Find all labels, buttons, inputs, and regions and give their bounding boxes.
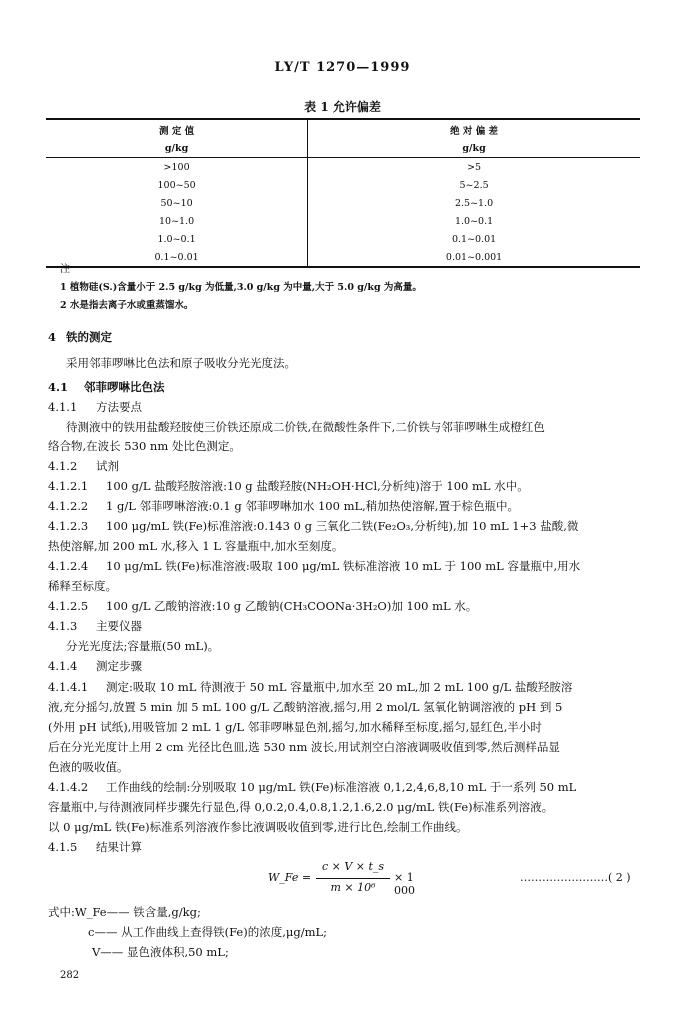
r4123-number: 4.1.2.3 xyxy=(48,519,89,533)
standard-header: LY/T 1270—1999 xyxy=(274,60,411,75)
section-4-title: 铁的测定 xyxy=(66,330,112,344)
section-4-number: 4 xyxy=(48,330,57,344)
s413-title: 主要仪器 xyxy=(96,619,142,633)
formula-lhs: W_Fe = xyxy=(268,871,312,884)
s4141-line-4: 后在分光光度计上用 2 cm 光径比色皿,选 530 nm 波长,用试剂空白溶液调吸收值到零,然后测样品显 xyxy=(48,740,560,754)
formula-rhs: × 1 000 xyxy=(394,871,415,897)
table-cell: 10~1.0 xyxy=(46,212,308,230)
method-intro: 采用邻菲啰啉比色法和原子吸收分光光度法。 xyxy=(66,356,296,370)
s41-number: 4.1 xyxy=(48,380,69,394)
table-row xyxy=(46,248,640,267)
table-row xyxy=(46,212,640,230)
s411-line-2: 络合物,在波长 530 nm 处比色测定。 xyxy=(48,439,241,453)
s411-line-1: 待测液中的铁用盐酸羟胺使三价铁还原成二价铁,在微酸性条件下,二价铁与邻菲啰啉生成橙红色 xyxy=(66,420,545,434)
r4124-line-1: 10 μg/mL 铁(Fe)标准溶液:吸取 100 μg/mL 铁标准溶液 10 mL 于 100 mL 容量瓶中,用水 xyxy=(106,559,581,573)
r4123-line-1: 100 μg/mL 铁(Fe)标准溶液:0.143 0 g 三氧化二铁(Fe₂O₃,分析纯),加 10 mL 1+3 盐酸,微 xyxy=(106,519,579,533)
fraction-bar xyxy=(316,878,390,879)
s4141-line-5: 色液的吸收值。 xyxy=(48,760,129,774)
page-number: 282 xyxy=(60,970,80,981)
s414-number: 4.1.4 xyxy=(48,659,78,673)
r4121-text: 100 g/L 盐酸羟胺溶液:10 g 盐酸羟胺(NH₂OH·HCl,分析纯)溶于 100 mL 水中。 xyxy=(106,479,529,493)
r4124-number: 4.1.2.4 xyxy=(48,559,89,573)
tolerance-table xyxy=(46,118,640,268)
notes-label: 注 xyxy=(60,264,70,275)
table-row xyxy=(46,230,640,248)
s4142-number: 4.1.4.2 xyxy=(48,780,89,794)
equation-number: ……………………( 2 ) xyxy=(520,871,631,884)
r4122-text: 1 g/L 邻菲啰啉溶液:0.1 g 邻菲啰啉加水 100 mL,稍加热使溶解,置于棕色瓶中。 xyxy=(106,499,519,513)
formula-numerator: c × V × t_s xyxy=(321,860,385,873)
table-cell: 1.0~0.1 xyxy=(46,230,308,248)
table-row xyxy=(46,176,640,194)
table-cell: 50~10 xyxy=(46,194,308,212)
r4121-number: 4.1.2.1 xyxy=(48,479,89,493)
r4122-number: 4.1.2.2 xyxy=(48,499,89,513)
col2-header: 绝 对 偏 差 xyxy=(308,119,640,139)
s412-title: 试剂 xyxy=(96,459,119,473)
table-cell: 0.01~0.001 xyxy=(308,248,640,267)
symbol-definition-1: 式中:W_Fe—— 铁含量,g/kg; xyxy=(48,905,201,919)
r4123-line-2: 热使溶解,加 200 mL 水,移入 1 L 容量瓶中,加水至刻度。 xyxy=(48,539,344,553)
s4141-line-1: 测定:吸取 10 mL 待测液于 50 mL 容量瓶中,加水至 20 mL,加 2 mL 100 g/L 盐酸羟胺溶 xyxy=(106,680,573,694)
s414-title: 测定步骤 xyxy=(96,659,142,673)
s415-number: 4.1.5 xyxy=(48,840,78,854)
r4125-text: 100 g/L 乙酸钠溶液:10 g 乙酸钠(CH₃COONa·3H₂O)加 100 mL 水。 xyxy=(106,599,478,613)
col2-unit: g/kg xyxy=(308,139,640,158)
table-cell: 1.0~0.1 xyxy=(454,215,494,227)
s411-title: 方法要点 xyxy=(96,400,142,414)
formula-denominator: m × 10⁶ xyxy=(330,881,376,894)
symbol-definition-3: V—— 显色液体积,50 mL; xyxy=(92,945,229,959)
s411-number: 4.1.1 xyxy=(48,400,78,414)
s4141-line-3: (外用 pH 试纸),用吸管加 2 mL 1 g/L 邻菲啰啉显色剂,摇匀,加水稀释至标度,摇匀,显红色,半小时 xyxy=(48,720,542,734)
s4141-line-2: 液,充分摇匀,放置 5 min 加 5 mL 100 g/L 乙酸钠溶液,摇匀,用 2 mol/L 氢氧化钠调溶液的 pH 到 5 xyxy=(48,700,563,714)
iron-content-formula xyxy=(268,860,438,898)
table-row xyxy=(46,194,640,212)
s4141-number: 4.1.4.1 xyxy=(48,680,89,694)
table-cell: 0.1~0.01 xyxy=(451,233,497,245)
table-row xyxy=(46,158,640,177)
table-cell: 5~2.5 xyxy=(459,179,489,191)
table-cell: 2.5~1.0 xyxy=(454,197,494,209)
r4125-number: 4.1.2.5 xyxy=(48,599,89,613)
col1-unit: g/kg xyxy=(46,139,308,158)
s4142-line-1: 工作曲线的绘制:分别吸取 10 μg/mL 铁(Fe)标准溶液 0,1,2,4,6,8,10 mL 于一系列 50 mL xyxy=(106,780,577,794)
table-cell: 0.1~0.01 xyxy=(46,248,308,267)
s41-title: 邻菲啰啉比色法 xyxy=(84,380,165,394)
s4142-line-3: 以 0 μg/mL 铁(Fe)标准系列溶液作参比液调吸收值到零,进行比色,绘制工作曲线。 xyxy=(48,820,468,834)
table-cell: >100 xyxy=(46,158,308,177)
symbol-definition-2: c—— 从工作曲线上查得铁(Fe)的浓度,μg/mL; xyxy=(88,925,328,939)
s413-number: 4.1.3 xyxy=(48,619,78,633)
r4124-line-2: 稀释至标度。 xyxy=(48,579,117,593)
note-2: 2 水是指去离子水或重蒸馏水。 xyxy=(60,300,194,311)
table-cell: 100~50 xyxy=(46,176,308,194)
s4142-line-2: 容量瓶中,与待测液同样步骤先行显色,得 0,0.2,0.4,0.8,1.2,1.6,2.0 μg/mL 铁(Fe)标准系列溶液。 xyxy=(48,800,554,814)
note-1: 1 植物硅(S.)含量小于 2.5 g/kg 为低量,3.0 g/kg 为中量,大于 5.0 g/kg 为高量。 xyxy=(60,282,422,293)
col1-header: 测 定 值 xyxy=(46,119,308,139)
table-cell: >5 xyxy=(467,161,482,173)
table-caption: 表 1 允许偏差 xyxy=(304,100,381,114)
s413-text: 分光光度法;容量瓶(50 mL)。 xyxy=(66,639,220,653)
s415-title: 结果计算 xyxy=(96,840,142,854)
s412-number: 4.1.2 xyxy=(48,459,78,473)
